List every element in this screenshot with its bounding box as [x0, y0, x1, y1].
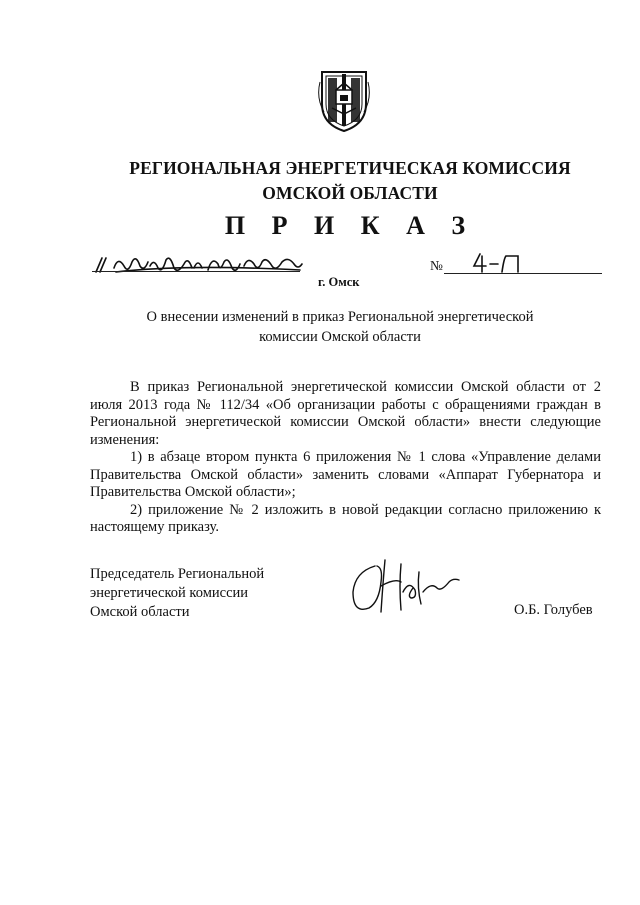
order-body [90, 379, 601, 537]
number-underline [444, 273, 602, 274]
signatory-title [90, 565, 264, 622]
organization-title [40, 156, 640, 206]
signatory-title-line-1: Председатель Региональной [90, 566, 265, 582]
body-paragraph-1: В приказ Региональной энергетической комиссии Омской области от 2 июля 2013 года № 112/34 «Об организации работы с обращениями граждан в Региональной энергетической комиссии Омской области» внести следующие изменения: [90, 379, 601, 448]
city-label: г. Омск [318, 275, 360, 289]
coat-of-arms-icon [318, 68, 370, 134]
signature-icon [345, 552, 465, 622]
handwritten-date [94, 250, 304, 280]
organization-title-line-1: РЕГИОНАЛЬНАЯ ЭНЕРГЕТИЧЕСКАЯ КОМИССИЯ [129, 158, 571, 178]
signatory-title-line-2: энергетической комиссии [90, 585, 249, 601]
subject-line-2: комиссии Омской области [259, 329, 421, 345]
signatory-title-line-3: Омской области [90, 604, 190, 620]
body-paragraph-2: 1) в абзаце втором пункта 6 приложения № 1 слова «Управление делами Правительства Омской области» заменить словами «Аппарат Губернатора и Правительства Омской области»; [90, 449, 601, 500]
signatory-name: О.Б. Голубев [514, 602, 593, 618]
order-subject [110, 307, 570, 347]
body-paragraph-3: 2) приложение № 2 изложить в новой редакции согласно приложению к настоящему приказу. [90, 501, 601, 535]
date-underline [92, 271, 300, 272]
organization-title-line-2: ОМСКОЙ ОБЛАСТИ [262, 183, 438, 203]
subject-line-1: О внесении изменений в приказ Региональной энергетической [146, 309, 534, 325]
number-label: № [430, 258, 443, 273]
document-type-heading: П Р И К А З [224, 211, 476, 240]
